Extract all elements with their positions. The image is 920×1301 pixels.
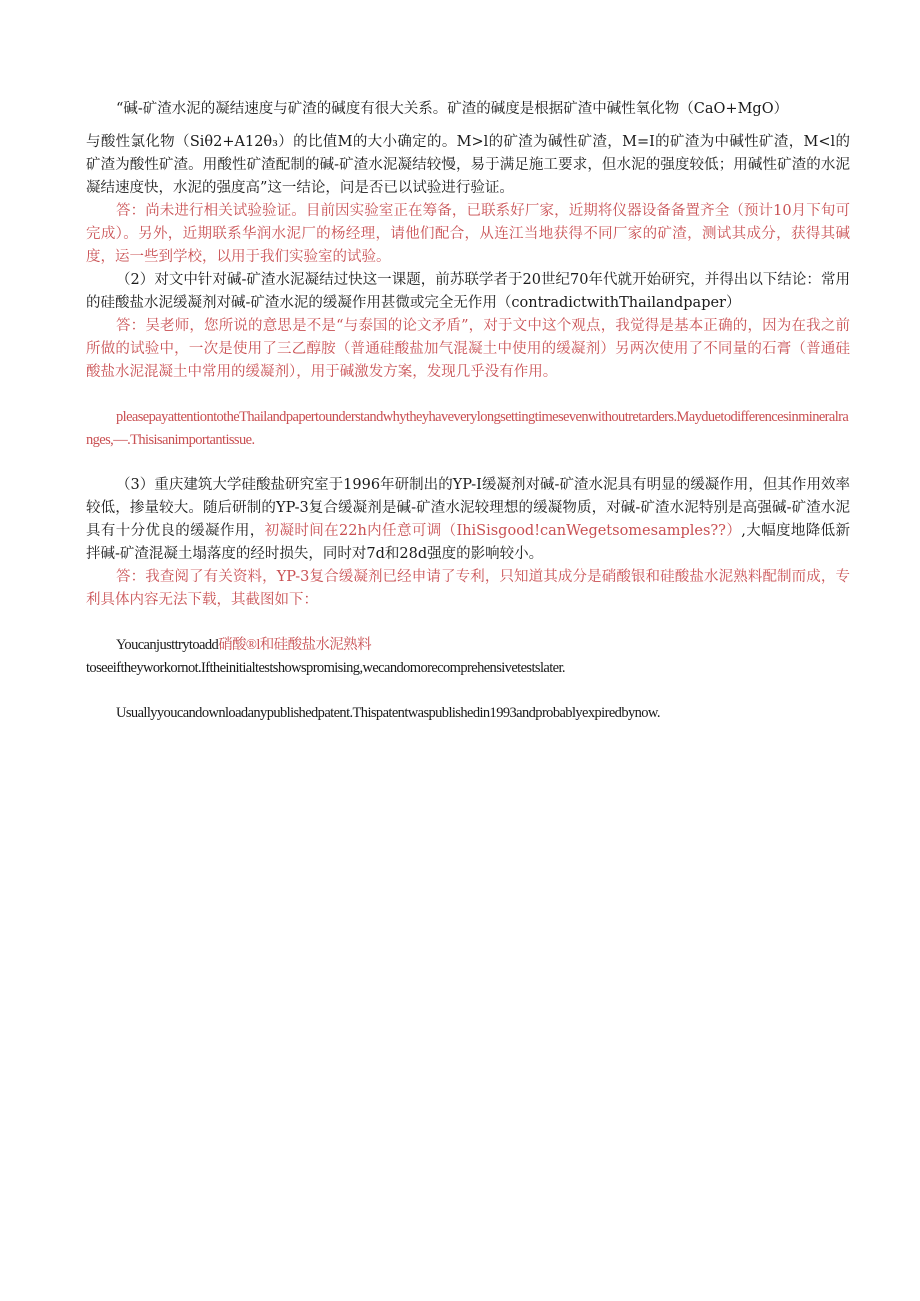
reviewer-note-1: pleasepayattentiontotheThailandpapertounderstandwhytheyhaveverylongsettingtimesevenwithoutretarders.Mayduetodifferencesinmineralranges,—.Thisisanimportantissue. <box>86 409 849 448</box>
spacer <box>86 612 850 634</box>
spacer <box>86 384 850 406</box>
reviewer-note-3: Usuallyyoucandownloadanypublishedpatent.Thispatentwaspublishedin1993andprobablyexpiredbynow. <box>116 705 660 721</box>
reviewer-note-2-line-1 <box>86 634 850 657</box>
spacer <box>86 680 850 702</box>
spacer <box>86 452 850 474</box>
paragraph-3-text-b: ,大幅度地降低新拌碱-矿渣混凝土塌落度的经时损失，同时对7d和28d强度的影响较小。 <box>86 523 851 562</box>
paragraph-2: （2）对文中针对碱-矿渣水泥凝结过快这一课题，前苏联学者于20世纪70年代就开始研究，并得出以下结论：常用的硅酸盐水泥缓凝剂对碱-矿渣水泥的缓凝作用甚微或完全无作用（contradictwithThailandpaper） <box>86 272 850 311</box>
answer-3: 答：我查阅了有关资料，YP-3复合缓凝剂已经申请了专利，只知道其成分是硝酸银和硅酸盐水泥熟料配制而成，专利具体内容无法下载，其截图如下： <box>86 569 850 608</box>
paragraph-1-first-line: “碱-矿渣水泥的凝结速度与矿渣的碱度有很大关系。矿渣的碱度是根据矿渣中碱性氧化物（CaO+MgO） <box>116 101 789 117</box>
document-body <box>86 98 850 725</box>
paragraph-3 <box>86 474 850 566</box>
answer-2: 答：吴老师，您所说的意思是不是“与泰国的论文矛盾”，对于文中这个观点，我觉得是基本正确的，因为在我之前所做的试验中，一次是使用了三乙醇胺（普通硅酸盐加气混凝土中使用的缓凝剂）另两次使用了不同量的石膏（普通硅酸盐水泥混凝土中常用的缓凝剂），用于碱激发方案，发现几乎没有作用。 <box>86 318 850 380</box>
reviewer-note-2-highlight: 硝酸®l和硅酸盐水泥熟料 <box>218 637 371 653</box>
paragraph-3-highlight: 初凝时间在22h内任意可调（IhiSisgood!canWegetsomesamples??） <box>264 523 742 539</box>
paragraph-3-text-a: （3）重庆建筑大学硅酸盐研究室于1996年研制出的YP-I缓凝剂对碱-矿渣水泥具有明显的缓凝作用，但其作用效率较低，掺量较大。随后研制的YP-3复合缓凝剂是碱-矿渣水泥较理想的缓凝物质，对碱-矿渣水泥特别是高强碱-矿渣水泥具有十分优良的缓凝作用， <box>86 477 850 539</box>
paragraph-1-body: 与酸性氯化物（Siθ2+A12θ₃）的比值M的大小确定的。M>l的矿渣为碱性矿渣，M=I的矿渣为中碱性矿渣，M<l的矿渣为酸性矿渣。用酸性矿渣配制的碱-矿渣水泥凝结较慢，易于满足施工要求，但水泥的强度较低；用碱性矿渣的水泥凝结速度快，水泥的强度高”这一结论，问是否已以试验进行验证。 <box>86 134 850 196</box>
reviewer-note-2-prefix: Youcanjusttrytoadd <box>116 637 219 653</box>
reviewer-note-2-line-2: toseeiftheyworkornot.Iftheinitialtestshowspromising,wecandomorecomprehensivetestslater. <box>86 660 565 676</box>
answer-1: 答：尚未进行相关试验验证。目前因实验室正在筹备，已联系好厂家，近期将仪器设备备置齐全（预计10月下旬可完成）。另外，近期联系华润水泥厂的杨经理，请他们配合，从连江当地获得不同厂家的矿渣，测试其成分，获得其碱度，运一些到学校，以用于我们实验室的试验。 <box>86 203 850 265</box>
